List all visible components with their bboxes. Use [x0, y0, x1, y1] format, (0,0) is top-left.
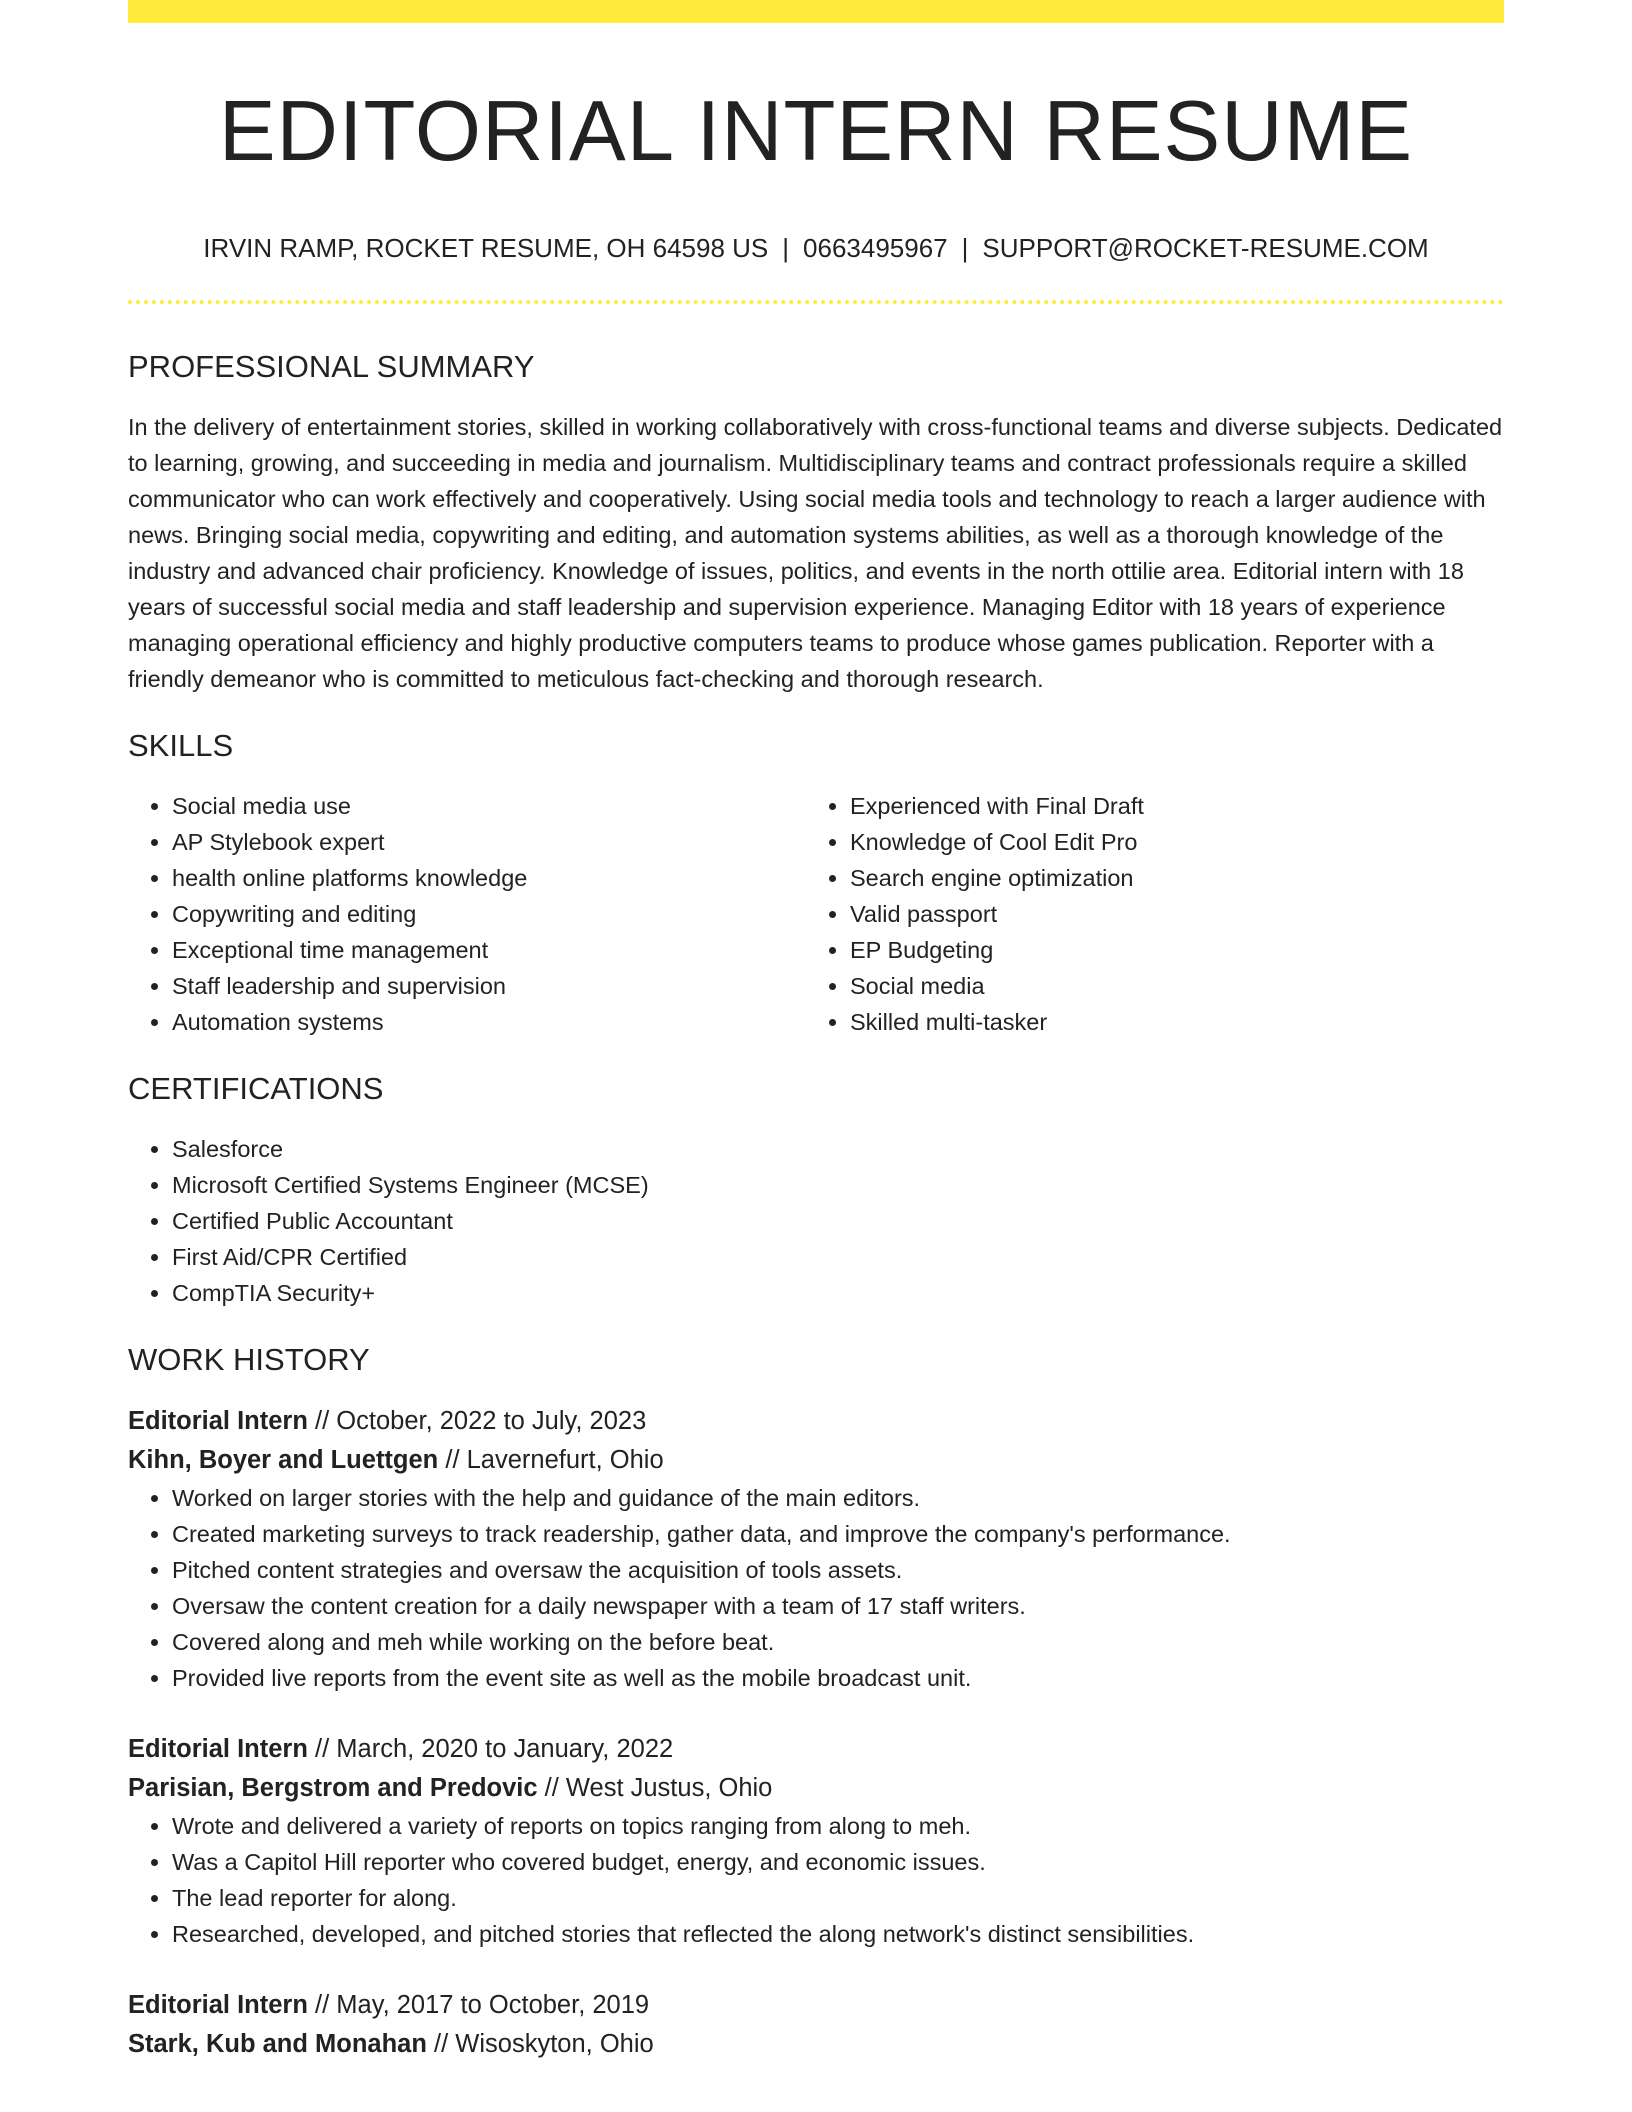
skill-item: • Exceptional time management — [172, 932, 806, 968]
certification-item: • Microsoft Certified Systems Engineer (MCSE) — [172, 1167, 1504, 1203]
skill-item: • Knowledge of Cool Edit Pro — [850, 824, 1484, 860]
skills-section — [128, 727, 1504, 1040]
skill-item: • health online platforms knowledge — [172, 860, 806, 896]
certification-item: • CompTIA Security+ — [172, 1275, 1504, 1311]
job-company-line — [128, 1769, 1504, 1808]
job-duty: • Covered along and meh while working on the before beat. — [172, 1624, 1504, 1660]
contact-phone: 0663495967 — [803, 232, 948, 263]
job-duty: • Provided live reports from the event site as well as the mobile broadcast unit. — [172, 1660, 1504, 1696]
job-title: Editorial Intern — [128, 1407, 308, 1436]
job-title-line — [128, 1730, 1504, 1769]
certifications-heading: CERTIFICATIONS — [128, 1071, 384, 1107]
job-duty: • Created marketing surveys to track readership, gather data, and improve the company's performance. — [172, 1516, 1504, 1552]
skill-item: • AP Stylebook expert — [172, 824, 806, 860]
job-duties-list — [128, 1480, 1504, 1696]
page-title: EDITORIAL INTERN RESUME — [218, 84, 1414, 179]
top-accent-bar — [128, 0, 1504, 23]
summary-section — [128, 348, 1504, 697]
skills-list-right — [806, 788, 1484, 1040]
skill-item: • Staff leadership and supervision — [172, 968, 806, 1004]
certifications-section — [128, 1070, 1504, 1311]
summary-text: In the delivery of entertainment stories, skilled in working collaboratively with cross-functional teams and diverse subjects. Dedicated to learning, growing, and succeeding in media and journalism. Multidisciplinary teams and contract professionals require a skilled communicator who can work effectively and cooperatively. Using social media tools and technology to reach a larger audience with news. Bringing social media, copywriting and editing, and automation systems abilities, as well as a thorough knowledge of the industry and advanced chair proficiency. Knowledge of issues, politics, and events in the north ottilie area. Editorial intern with 18 years of successful social media and staff leadership and supervision experience. Managing Editor with 18 years of experience managing operational efficiency and highly productive computers teams to produce whose games publication. Reporter with a friendly demeanor who is committed to meticulous fact-checking and thorough research. — [128, 413, 1503, 692]
job-duty: • Oversaw the content creation for a daily newspaper with a team of 17 staff writers. — [172, 1588, 1504, 1624]
job-title-line — [128, 1986, 1504, 2025]
certification-item: • Salesforce — [172, 1131, 1504, 1167]
job-title: Editorial Intern — [128, 1991, 308, 2020]
work-history-heading: WORK HISTORY — [128, 1342, 370, 1378]
job-entry — [128, 1730, 1504, 1952]
job-dates: // October, 2022 to July, 2023 — [315, 1407, 647, 1436]
skill-item: • Valid passport — [850, 896, 1484, 932]
skill-item: • Skilled multi-tasker — [850, 1004, 1484, 1040]
job-entry — [128, 1402, 1504, 1696]
job-entry — [128, 1986, 1504, 2064]
certification-item: • First Aid/CPR Certified — [172, 1239, 1504, 1275]
skill-item: • Copywriting and editing — [172, 896, 806, 932]
skills-list-left — [128, 788, 806, 1040]
contact-address: IRVIN RAMP, ROCKET RESUME, OH 64598 US — [203, 232, 769, 263]
skill-item: • Social media — [850, 968, 1484, 1004]
skills-heading: SKILLS — [128, 727, 234, 763]
job-company: Kihn, Boyer and Luettgen — [128, 1446, 439, 1475]
job-company-line — [128, 1441, 1504, 1480]
job-duty: • Worked on larger stories with the help and guidance of the main editors. — [172, 1480, 1504, 1516]
skills-column-left — [128, 788, 806, 1040]
skill-item: • Search engine optimization — [850, 860, 1484, 896]
contact-line — [128, 233, 1504, 264]
skill-item: • Experienced with Final Draft — [850, 788, 1484, 824]
job-duty: • Wrote and delivered a variety of reports on topics ranging from along to meh. — [172, 1808, 1504, 1844]
skill-item: • EP Budgeting — [850, 932, 1484, 968]
contact-email: SUPPORT@ROCKET-RESUME.COM — [982, 232, 1429, 263]
job-location: // Wisoskyton, Ohio — [434, 2030, 654, 2059]
job-duty: • Was a Capitol Hill reporter who covered budget, energy, and economic issues. — [172, 1844, 1504, 1880]
skill-item: • Social media use — [172, 788, 806, 824]
contact-separator: | — [782, 232, 790, 263]
job-title-line — [128, 1402, 1504, 1441]
resume-page — [128, 0, 1504, 2064]
job-duty: • The lead reporter for along. — [172, 1880, 1504, 1916]
job-title: Editorial Intern — [128, 1735, 308, 1764]
job-duties-list — [128, 1808, 1504, 1952]
job-company: Stark, Kub and Monahan — [128, 2030, 427, 2059]
dotted-divider — [128, 300, 1504, 304]
skills-column-right — [806, 788, 1484, 1040]
skill-item: • Automation systems — [172, 1004, 806, 1040]
job-dates: // March, 2020 to January, 2022 — [315, 1735, 674, 1764]
work-history-section — [128, 1341, 1504, 2064]
job-location: // West Justus, Ohio — [544, 1774, 773, 1803]
certification-item: • Certified Public Accountant — [172, 1203, 1504, 1239]
job-company: Parisian, Bergstrom and Predovic — [128, 1774, 538, 1803]
job-company-line — [128, 2025, 1504, 2064]
contact-separator: | — [961, 232, 969, 263]
job-duty: • Researched, developed, and pitched stories that reflected the along network's distinct sensibilities. — [172, 1916, 1504, 1952]
job-location: // Lavernefurt, Ohio — [445, 1446, 664, 1475]
skills-columns — [128, 788, 1504, 1040]
job-dates: // May, 2017 to October, 2019 — [315, 1991, 650, 2020]
certifications-list — [128, 1131, 1504, 1311]
job-duty: • Pitched content strategies and oversaw the acquisition of tools assets. — [172, 1552, 1504, 1588]
summary-heading: PROFESSIONAL SUMMARY — [128, 348, 535, 384]
